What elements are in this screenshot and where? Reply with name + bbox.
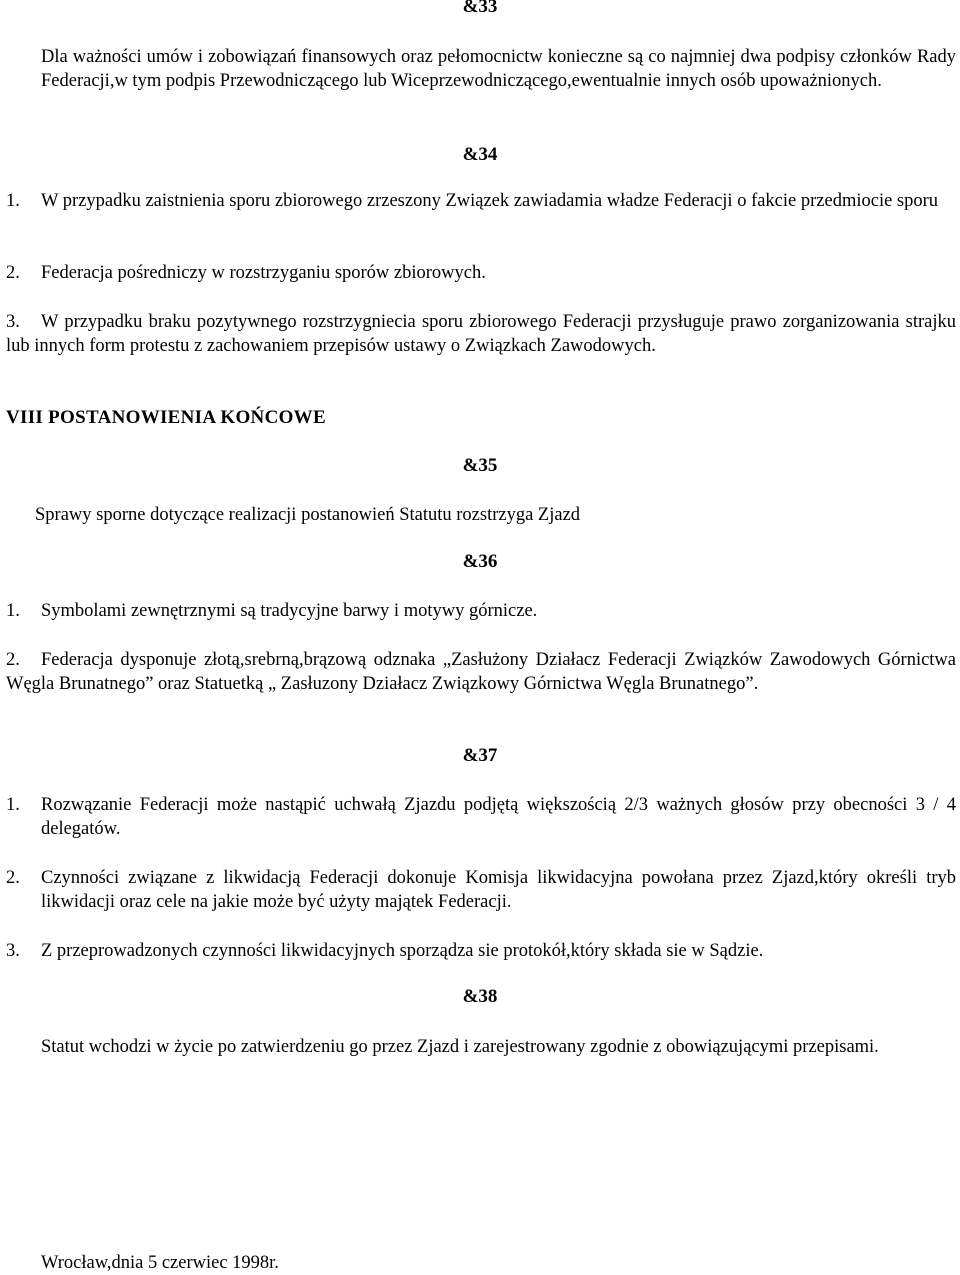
section-38-body: Statut wchodzi w życie po zatwierdzeniu go przez Zjazd i zarejestrowany zgodnie z obowiązującymi przepisami. bbox=[41, 1037, 879, 1057]
section-heading-36: &36 bbox=[462, 551, 498, 572]
list-number: 1. bbox=[6, 795, 20, 815]
list-item bbox=[6, 310, 956, 358]
list-text: Federacja pośredniczy w rozstrzyganiu sporów zbiorowych. bbox=[41, 263, 486, 283]
list-item bbox=[6, 793, 956, 841]
list-text: Rozwązanie Federacji może nastąpić uchwałą Zjazdu podjętą większością 2/3 ważnych głosów przy obecności 3 / 4 delegatów. bbox=[41, 795, 956, 839]
section-33-body: Dla ważności umów i zobowiązań finansowych oraz pełomocnictw konieczne są co najmniej dwa podpisy członków Rady Federacji,w tym podpis Przewodniczącego lub Wiceprzewodniczącego,ewentualnie innych osób upoważnionych. bbox=[41, 47, 956, 91]
list-text: W przypadku zaistnienia sporu zbiorowego zrzeszony Związek zawiadamia władze Federacji o fakcie przedmiocie sporu bbox=[41, 191, 939, 211]
list-number: 1. bbox=[6, 191, 20, 211]
list-number: 2. bbox=[6, 868, 20, 888]
section-heading-33: &33 bbox=[462, 0, 498, 17]
list-number: 1. bbox=[6, 601, 20, 621]
list-text: W przypadku braku pozytywnego rozstrzygniecia sporu zbiorowego Federacji przysługuje prawo zorganizowania strajku lub innych form protestu z zachowaniem przepisów ustawy o Związkach Zawodowych. bbox=[6, 312, 956, 356]
section-heading-34: &34 bbox=[462, 144, 498, 165]
list-text: Symbolami zewnętrznymi są tradycyjne barwy i motywy górnicze. bbox=[41, 601, 538, 621]
place-date: Wrocław,dnia 5 czerwiec 1998r. bbox=[41, 1253, 279, 1273]
list-item bbox=[6, 648, 956, 696]
list-item bbox=[6, 189, 956, 213]
section-heading-38: &38 bbox=[462, 986, 498, 1007]
list-number: 3. bbox=[6, 941, 20, 961]
chapter-title: VIII POSTANOWIENIA KOŃCOWE bbox=[6, 407, 326, 428]
list-text: Federacja dysponuje złotą,srebrną,brązową odznaka „Zasłużony Działacz Federacji Związków Zawodowych Górnictwa Węgla Brunatnego” oraz Statuetką „ Zasłuzony Działacz Związkowy Górnictwa Węgla Brunatnego”. bbox=[6, 650, 956, 694]
list-text: Z przeprowadzonych czynności likwidacyjnych sporządza sie protokół,który składa sie w Sądzie. bbox=[41, 941, 764, 961]
section-heading-35: &35 bbox=[462, 455, 498, 476]
list-number: 2. bbox=[6, 263, 20, 283]
section-heading-37: &37 bbox=[462, 745, 498, 766]
list-number: 2. bbox=[6, 650, 20, 670]
list-number: 3. bbox=[6, 312, 20, 332]
list-item bbox=[6, 261, 956, 285]
list-text: Czynności związane z likwidacją Federacji dokonuje Komisja likwidacyjna powołana przez Zjazd,który określi tryb likwidacji oraz cele na jakie może być użyty majątek Federacji. bbox=[41, 868, 956, 912]
list-item bbox=[6, 939, 956, 963]
section-35-body: Sprawy sporne dotyczące realizacji postanowień Statutu rozstrzyga Zjazd bbox=[35, 505, 581, 525]
list-item bbox=[6, 599, 956, 623]
list-item bbox=[6, 866, 956, 914]
